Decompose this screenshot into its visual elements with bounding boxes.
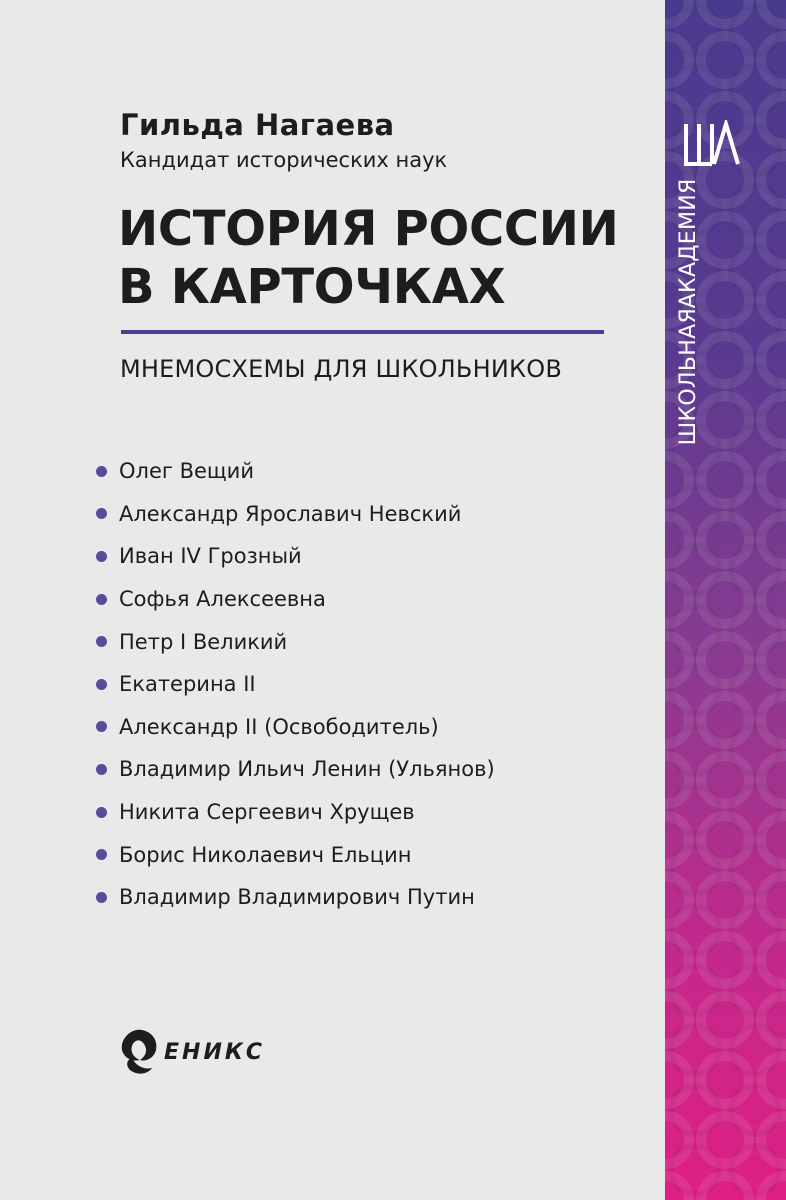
- author-degree: Кандидат исторических наук: [120, 148, 448, 172]
- publisher-logo: [118, 1028, 265, 1076]
- bullet-icon: [96, 551, 107, 562]
- series-name-line-2: АКАДЕМИЯ: [676, 178, 701, 308]
- series-logo: [676, 120, 746, 446]
- series-monogram-icon: [680, 120, 740, 170]
- list-item-text: Никита Сергеевич Хрущев: [119, 800, 415, 825]
- bullet-icon: [96, 721, 107, 732]
- list-item-text: Софья Алексеевна: [119, 587, 326, 612]
- bullet-icon: [96, 508, 107, 519]
- list-item: [96, 748, 495, 791]
- list-item: [96, 578, 495, 621]
- list-item-text: Петр I Великий: [119, 629, 288, 654]
- bullet-icon: [96, 679, 107, 690]
- people-list: [96, 450, 495, 919]
- list-item-text: Александр Ярославич Невский: [119, 501, 462, 526]
- list-item-text: Иван IV Грозный: [119, 544, 302, 569]
- book-title-line-2: В КАРТОЧКАХ: [118, 259, 506, 315]
- list-item-text: Александр II (Освободитель): [119, 714, 439, 739]
- list-item: [96, 620, 495, 663]
- bullet-icon: [96, 636, 107, 647]
- phoenix-icon: [118, 1028, 162, 1076]
- list-item-text: Борис Николаевич Ельцин: [119, 842, 412, 867]
- publisher-name: ЕНИКС: [164, 1039, 265, 1065]
- list-item: [96, 450, 495, 493]
- bullet-icon: [96, 594, 107, 605]
- author-name: Гильда Нагаева: [120, 108, 395, 142]
- list-item-text: Владимир Владимирович Путин: [119, 885, 475, 910]
- bullet-icon: [96, 764, 107, 775]
- list-item: [96, 876, 495, 919]
- list-item: [96, 535, 495, 578]
- bullet-icon: [96, 466, 107, 477]
- bullet-icon: [96, 849, 107, 860]
- list-item: [96, 706, 495, 749]
- list-item: [96, 833, 495, 876]
- series-name: [676, 178, 702, 445]
- list-item: [96, 493, 495, 536]
- bullet-icon: [96, 892, 107, 903]
- list-item-text: Владимир Ильич Ленин (Ульянов): [119, 757, 495, 782]
- book-title: [118, 200, 619, 316]
- title-divider: [121, 330, 604, 334]
- list-item: [96, 663, 495, 706]
- book-subtitle: МНЕМОСХЕМЫ ДЛЯ ШКОЛЬНИКОВ: [120, 355, 562, 383]
- list-item-text: Олег Вещий: [119, 459, 254, 484]
- book-title-line-1: ИСТОРИЯ РОССИИ: [118, 201, 619, 257]
- bullet-icon: [96, 807, 107, 818]
- list-item-text: Екатерина II: [119, 672, 256, 697]
- list-item: [96, 791, 495, 834]
- series-name-line-1: ШКОЛЬНАЯ: [676, 307, 701, 446]
